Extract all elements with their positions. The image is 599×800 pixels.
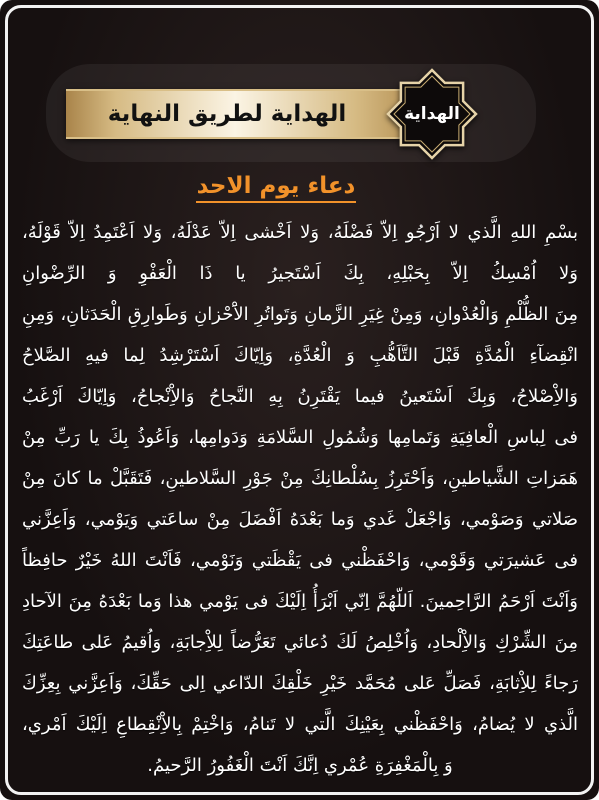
prayer-line: مِنَ الظُّلْمِ وَالْعُدْوانِ، وَمِنْ غِيَرِ الزَّمانِ وَتَواتُرِ الاَْحْزانِ وَطَوارِقِ الْحَدَثانِ، وَمِنِ bbox=[22, 304, 578, 325]
prayer-line: هَمَزاتِ الشَّياطينِ، وَاَحْتَرِزُ بِسُلْطانِكَ مِنْ جَوْرِ السَّلاطينِ، فَتَقَبَّلْ ما كانَ مِنْ bbox=[22, 468, 578, 489]
prayer-line: فى عَشيرَتي وَقَوْمي، وَاحْفَظْني فى يَقْظَتي وَنَوْمي، فَاَنْتَ اللهُ خَيْرٌ حافِظاً bbox=[22, 550, 578, 571]
prayer-line: وَاَنْتَ اَرْحَمُ الرَّاحِمينَ. اَللّهُمَّ اِنّي اَبْرَأُ اِلَيْكَ فى يَوْمي هذا وَما بَعْدَهُ مِنَ الآحادِ bbox=[22, 591, 578, 612]
prayer-line: رَجاءً لِلاِْثابَةِ، فَصَلِّ عَلى مُحَمَّد خَيْرِ خَلْقِكَ الدّاعي اِلى حَقِّكَ، وَاَعِزَّني بِعِزِّكَ bbox=[22, 673, 578, 694]
prayer-text bbox=[22, 212, 578, 786]
banner-title: الهداية لطريق النهاية bbox=[107, 101, 347, 127]
prayer-line: وَلا اُمْسِكُ اِلاّ بِحَبْلِهِ، بِكَ اَسْتَجيرُ يا ذَا الْعَفْوِ وَ الرِّضْوانِ bbox=[22, 263, 578, 284]
prayer-line: انْقِضآءِ الْمُدَّةِ قَبْلَ التَّاَهُّبِ وَ الْعُدَّةِ، وَاِيّاكَ اَسْتَرْشِدُ لِما فيهِ الصَّلاحُ bbox=[22, 345, 578, 366]
prayer-line: وَ بِالْمَغْفِرَةِ عُمْري اِنَّكَ اَنْتَ الْغَفُورُ الرَّحيمُ. bbox=[147, 755, 453, 776]
prayer-line: الَّذي لا يُضامُ، وَاحْفَظْني بِعَيْنِكَ الَّتي لا تَنامُ، وَاخْتِمْ بِالاِْنْقِطاعِ اِلَيْكَ اَمْري، bbox=[22, 714, 578, 735]
title-underline bbox=[196, 201, 356, 203]
prayer-line: صَلاتي وَصَوْمي، وَاجْعَلْ غَدي وَما بَعْدَهُ اَفْضَلَ مِنْ ساعَتي وَيَوْمي، وَاَعِزَّني bbox=[22, 509, 578, 530]
logo-text: الهداية bbox=[404, 104, 460, 124]
logo-emblem bbox=[384, 66, 480, 162]
prayer-line: بسْمِ اللهِ الَّذي لا اَرْجُو اِلاّ فَضْلَهُ، وَلا اَخْشى اِلاّ عَدْلَهُ، وَلا اَعْتَمِدُ اِلاّ قَوْلَهُ، bbox=[22, 222, 578, 243]
header-banner bbox=[66, 89, 418, 139]
prayer-line: مِنَ الشِّرْكِ وَالاِْلْحادِ، وَاُخْلِصُ لَكَ دُعائي تَعَرُّضاً لِلاِْجابَةِ، وَاُقيمُ عَلى طاعَتِكَ bbox=[22, 632, 578, 653]
page-title: دعاء يوم الاحد bbox=[196, 173, 356, 199]
prayer-line: وَالاِْصْلاحُ، وَبِكَ اَسْتَعينُ فيما يَقْتَرِنُ بِهِ النَّجاحُ وَالاِْنْجاحُ، وَاِيّاكَ اَرْغَبُ bbox=[22, 386, 578, 407]
prayer-line: فى لِباسِ الْعافِيَةِ وَتَمامِها وَشُمُولِ السَّلامَةِ وَدَوامِها، وَاَعُوذُ بِكَ يا رَبِّ مِنْ bbox=[22, 427, 578, 448]
